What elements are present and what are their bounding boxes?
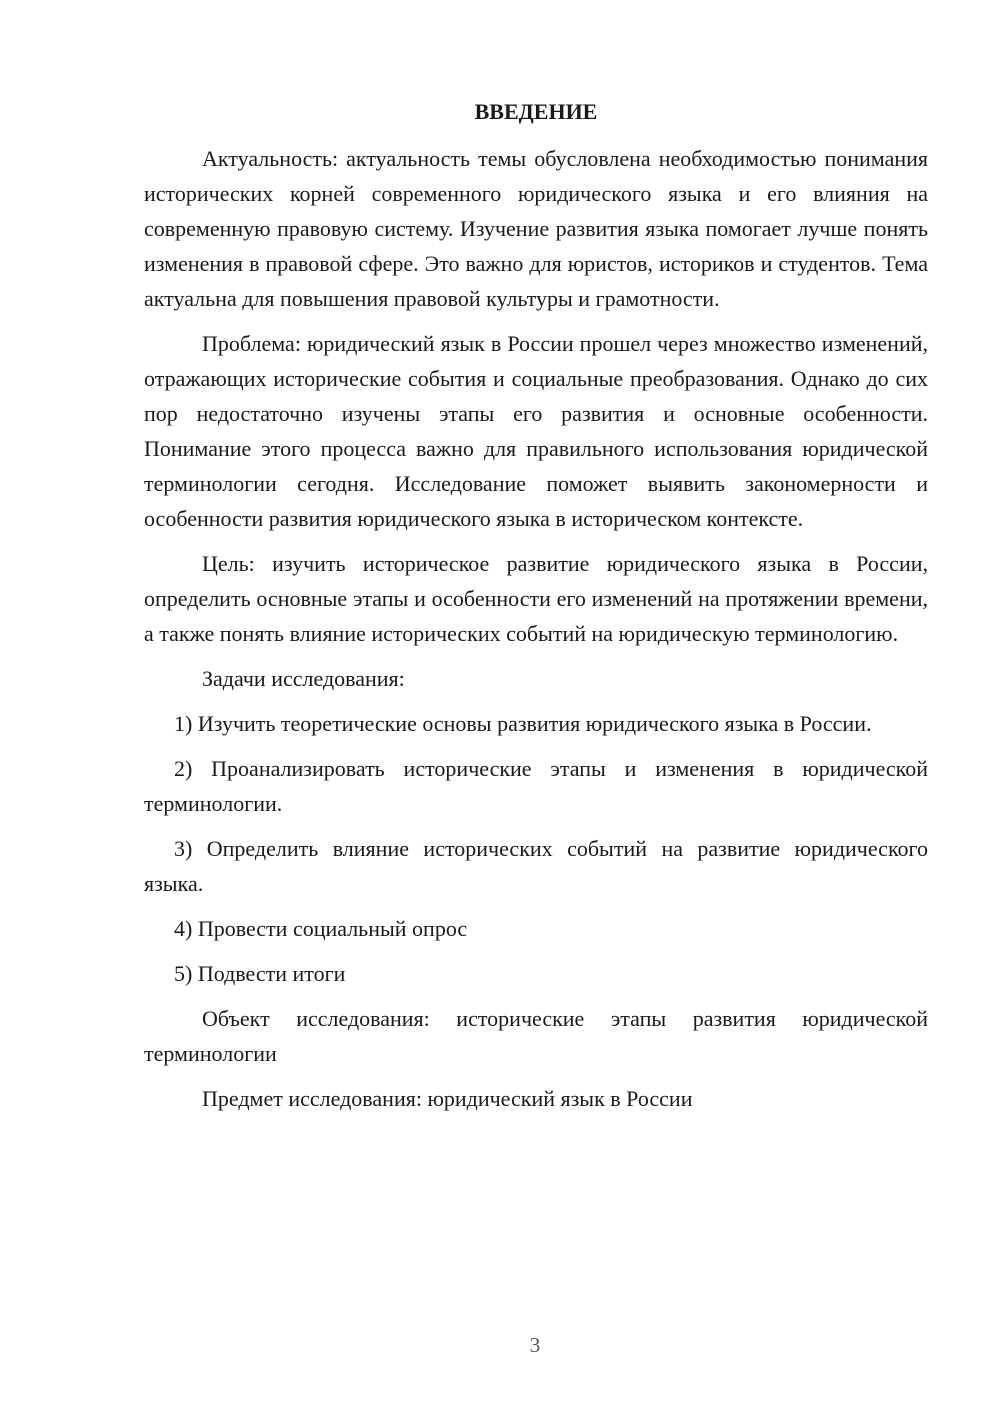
task-item-5: 5) Подвести итоги — [174, 961, 346, 986]
object-paragraph: Объект исследования: исторические этапы развития юридической терминологии — [144, 1006, 928, 1066]
relevance-paragraph: Актуальность: актуальность темы обусловлена необходимостью понимания исторических корней современного юридического языка и его влияния на современную правовую систему. Изучение развития языка помогает лучше понять изменения в правовой сфере. Это важно для юристов, историков и студентов. Тема актуальна для повышения правовой культуры и грамотности. — [144, 146, 928, 311]
task-item-3: 3) Определить влияние исторических событий на развитие юридического языка. — [144, 836, 928, 896]
page-content — [144, 94, 928, 1126]
goal-paragraph: Цель: изучить историческое развитие юридического языка в России, определить основные этапы и особенности его изменений на протяжении времени, а также понять влияние исторических событий на юридическую терминологию. — [144, 551, 928, 646]
task-item-4: 4) Провести социальный опрос — [174, 916, 468, 941]
task-item-2: 2) Проанализировать исторические этапы и изменения в юридической терминологии. — [144, 756, 928, 816]
subject-paragraph: Предмет исследования: юридический язык в России — [202, 1086, 693, 1111]
section-title: ВВЕДЕНИЕ — [474, 99, 598, 124]
page-number: 3 — [529, 1333, 541, 1357]
tasks-heading: Задачи исследования: — [202, 666, 405, 691]
problem-paragraph: Проблема: юридический язык в России прошел через множество изменений, отражающих исторические события и социальные преобразования. Однако до сих пор недостаточно изучены этапы его развития и основные особенности. Понимание этого процесса важно для правильного использования юридической терминологии сегодня. Исследование поможет выявить закономерности и особенности развития юридического языка в историческом контексте. — [144, 331, 928, 531]
task-item-1: 1) Изучить теоретические основы развития юридического языка в России. — [174, 711, 872, 736]
